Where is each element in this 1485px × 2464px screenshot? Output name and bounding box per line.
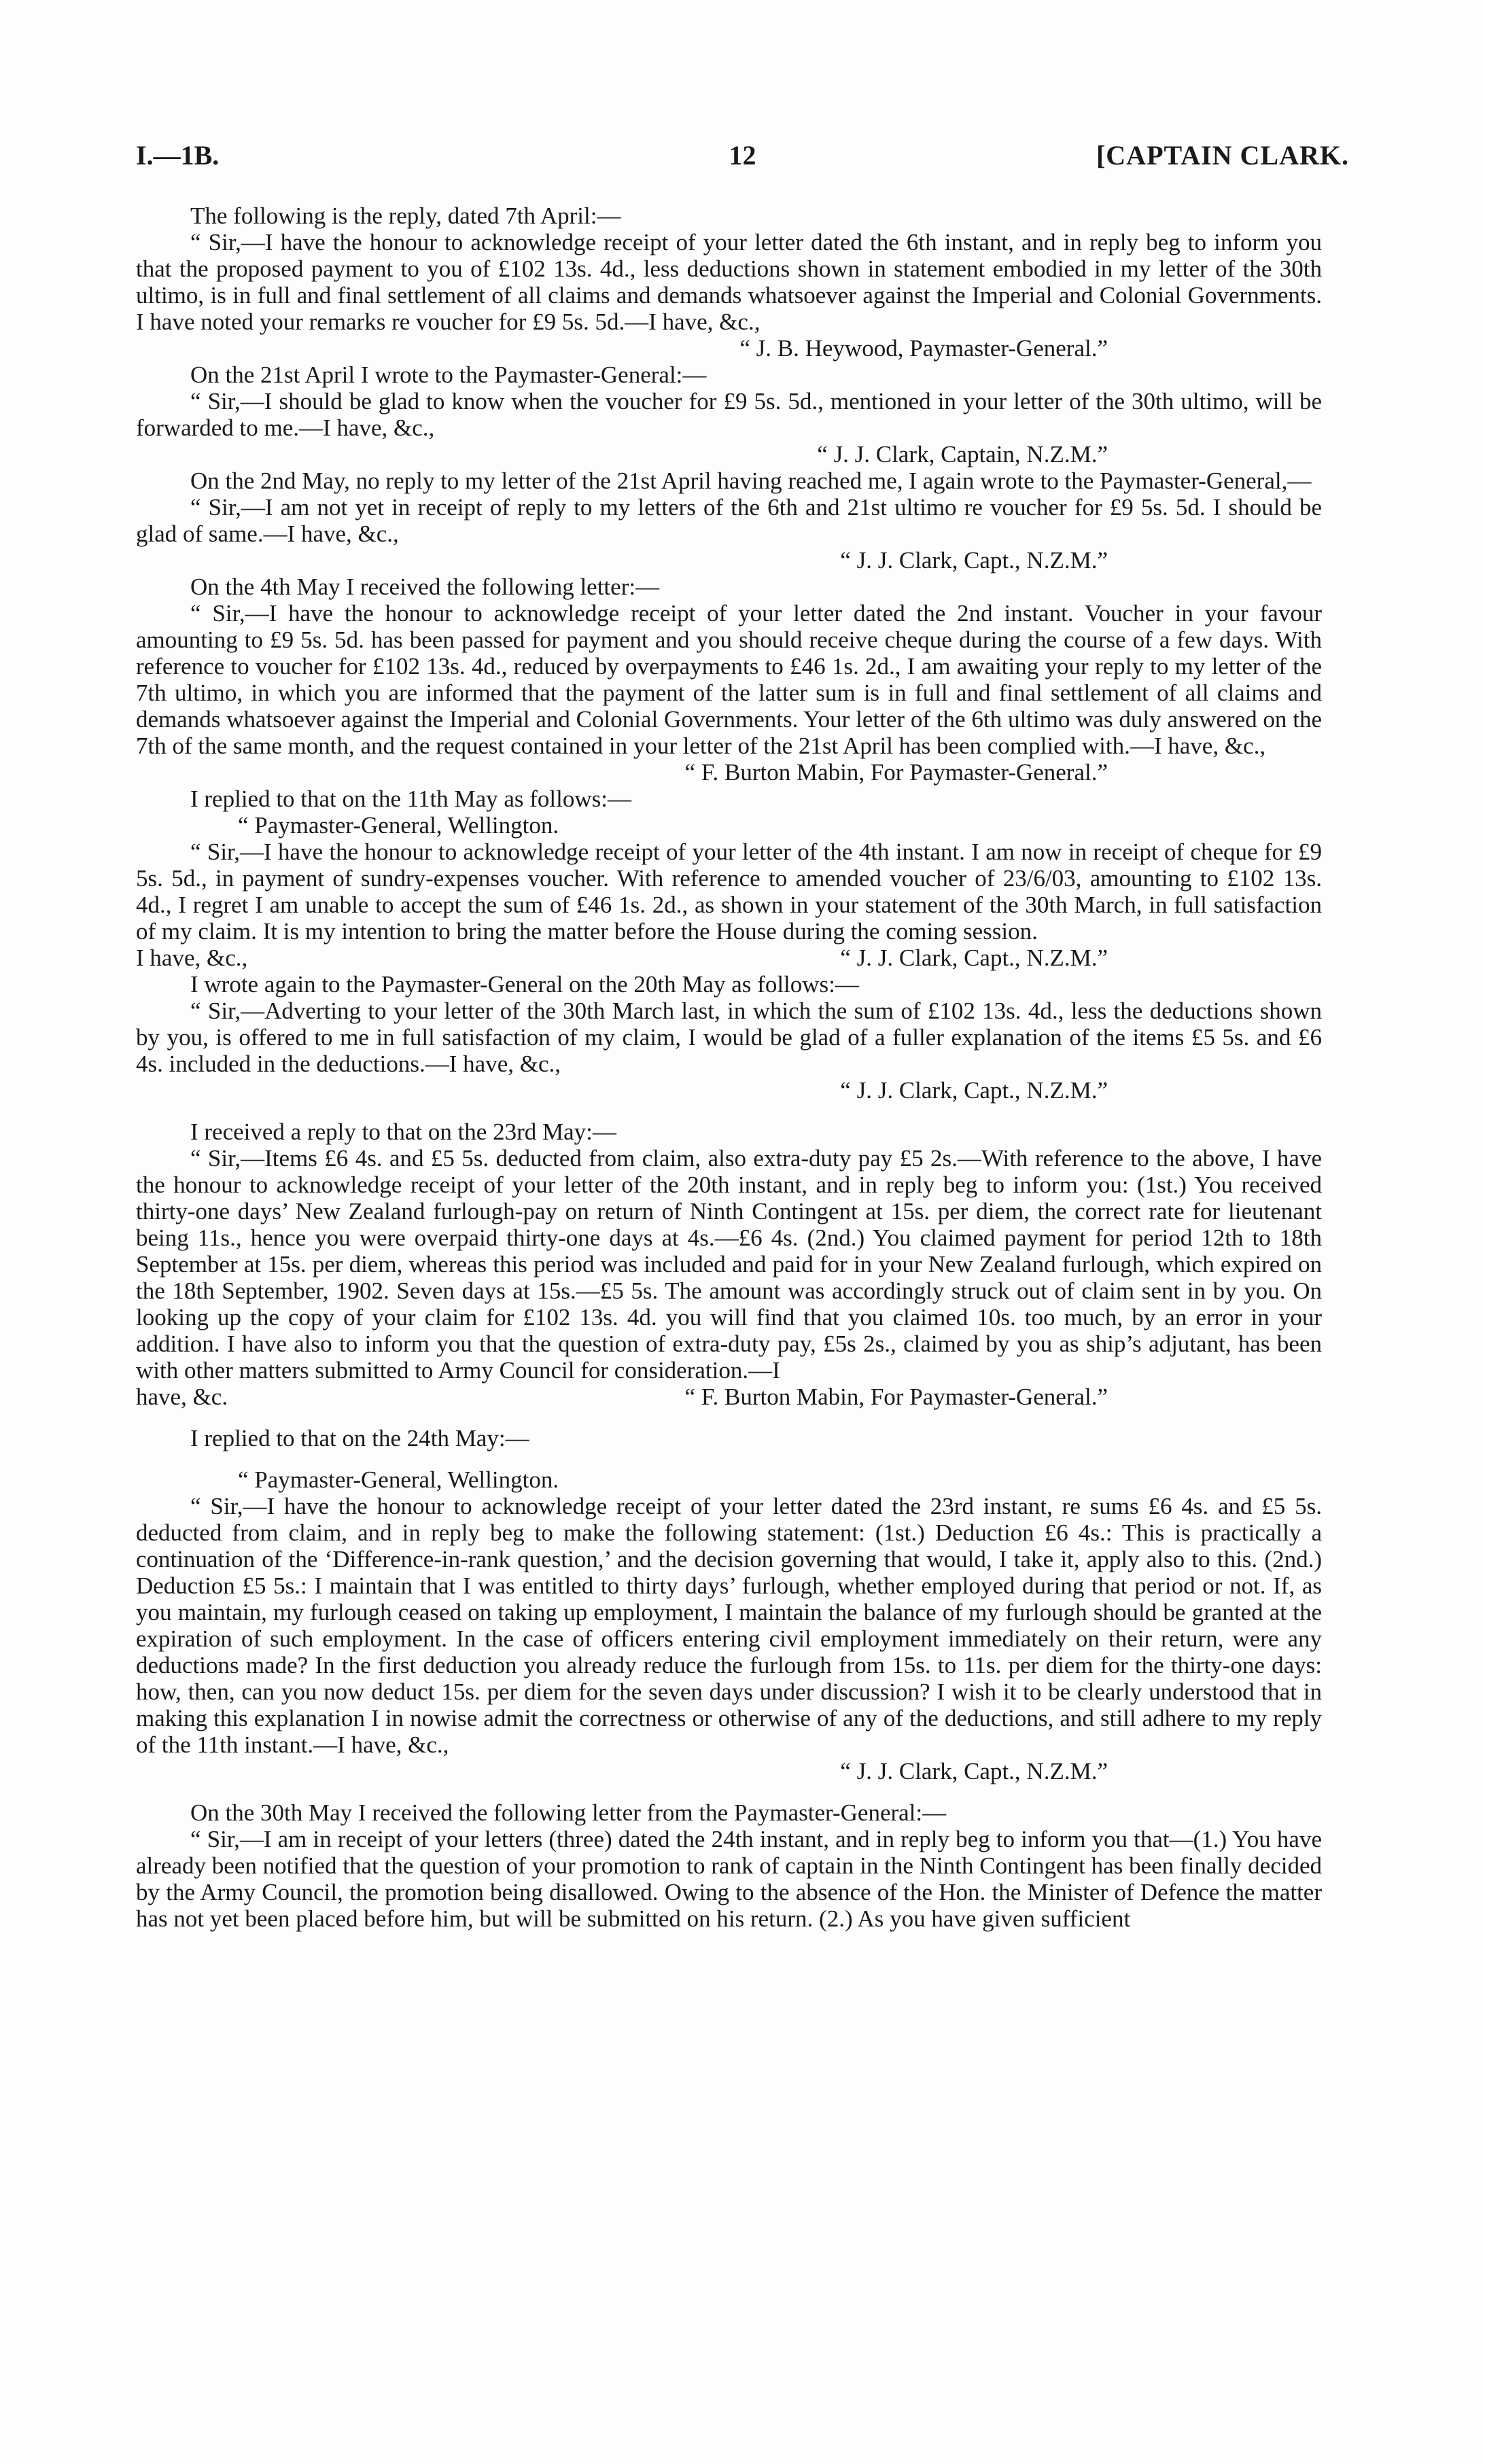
paragraph: On the 4th May I received the following letter:— bbox=[190, 574, 660, 600]
signature: “ J. J. Clark, Capt., N.Z.M.” bbox=[840, 945, 1108, 971]
address-line: “ Paymaster-General, Wellington. bbox=[238, 1466, 559, 1493]
signature: “ J. J. Clark, Capt., N.Z.M.” bbox=[840, 1077, 1108, 1104]
paragraph: “ Sir,—I have the honour to acknowledge receipt of your letter of the 4th instant. I am now in receipt of cheque for £9 5s. 5d., in payment of sundry-expenses voucher. With reference to amended voucher of 23/6/03, amounting to £102 13s. 4d., I regret I am unable to accept the sum of £46 1s. 2d., as shown in your statement of the 30th March, in full satisfaction of my claim. It is my intention to bring the matter before the House during the coming session. bbox=[136, 839, 1322, 945]
paragraph: “ Sir,—I have the honour to acknowledge receipt of your letter dated the 23rd instant, re sums £6 4s. and £5 5s. deducted from claim, and in reply beg to make the following statement: (1st.) Deduction £6 4s.: This is practically a continuation of the ‘Difference-in-rank question,’ and the decision governing that would, I take it, apply also to this. (2nd.) Deduction £5 5s.: I maintain that I was entitled to thirty days’ furlough, whether employed during that period or not. If, as you maintain, my furlough ceased on taking up employment, I maintain the balance of my furlough should be granted at the expiration of such employment. In the case of officers entering civil employment immediately on their return, were any deductions made? In the first deduction you already reduce the furlough from 15s. to 11s. per diem for the thirty-one days: how, then, can you now deduct 15s. per diem for the seven days under discussion? I wish it to be clearly understood that in making this explanation I in nowise admit the correctness or otherwise of any of the deductions, and still adhere to my reply of the 11th instant.—I have, &c., bbox=[136, 1493, 1322, 1758]
paragraph: “ Sir,—I am in receipt of your letters (three) dated the 24th instant, and in reply beg to inform you that—(1.) You have already been notified that the question of your promotion to rank of captain in the Ninth Contingent has been finally decided by the Army Council, the promotion being disallowed. Owing to the absence of the Hon. the Minister of Defence the matter has not yet been placed before him, but will be submitted on his return. (2.) As you have given sufficient bbox=[136, 1826, 1322, 1932]
signature: “ J. J. Clark, Capt., N.Z.M.” bbox=[840, 1758, 1108, 1784]
paragraph: “ Sir,—I am not yet in receipt of reply to my letters of the 6th and 21st ultimo re voucher for £9 5s. 5d. I should be glad of same.—I have, &c., bbox=[136, 494, 1322, 547]
paragraph: On the 21st April I wrote to the Paymaster-General:— bbox=[190, 362, 707, 388]
paragraph: The following is the reply, dated 7th April:— bbox=[190, 203, 621, 229]
closing-phrase: have, &c. bbox=[136, 1384, 228, 1410]
paragraph: “ Sir,—I have the honour to acknowledge receipt of your letter dated the 2nd instant. Voucher in your favour amounting to £9 5s. 5d. has been passed for payment and you should receive cheque during the course of a few days. With reference to voucher for £102 13s. 4d., reduced by overpayments to £46 1s. 2d., I am awaiting your reply to my letter of the 7th ultimo, in which you are informed that the payment of the latter sum is in full and final settlement of all claims and demands whatsoever against the Imperial and Colonial Governments. Your letter of the 6th ultimo was duly answered on the 7th of the same month, and the request contained in your letter of the 21st April has been complied with.—I have, &c., bbox=[136, 600, 1322, 759]
paragraph: I replied to that on the 11th May as follows:— bbox=[190, 786, 632, 812]
address-line: “ Paymaster-General, Wellington. bbox=[238, 812, 559, 839]
signature: “ F. Burton Mabin, For Paymaster-General.” bbox=[684, 1384, 1108, 1410]
paragraph: On the 2nd May, no reply to my letter of the 21st April having reached me, I again wrote to the Paymaster-General,— bbox=[190, 468, 1312, 494]
paragraph: “ Sir,—Items £6 4s. and £5 5s. deducted from claim, also extra-duty pay £5 2s.—With reference to the above, I have the honour to acknowledge receipt of your letter of the 20th instant, and in reply beg to inform you: (1st.) You received thirty-one days’ New Zealand furlough-pay on return of Ninth Contingent at 15s. per diem, the correct rate for lieutenant being 11s., hence you were overpaid thirty-one days at 4s.—£6 4s. (2nd.) You claimed payment for period 12th to 18th September at 15s. per diem, whereas this period was included and paid for in your New Zealand furlough, which expired on the 18th September, 1902. Seven days at 15s.—£5 5s. The amount was accordingly struck out of claim sent in by you. On looking up the copy of your claim for £102 13s. 4d. you will find that you claimed 10s. too much, by an error in your addition. I have also to inform you that the question of extra-duty pay, £5s 2s., claimed by you as ship’s adjutant, has been with other matters submitted to Army Council for consideration.—I bbox=[136, 1145, 1322, 1384]
closing-line bbox=[136, 1384, 1322, 1410]
paragraph: On the 30th May I received the following letter from the Paymaster-General:— bbox=[190, 1799, 947, 1826]
signature: “ J. J. Clark, Captain, N.Z.M.” bbox=[817, 441, 1108, 468]
paragraph: I wrote again to the Paymaster-General on the 20th May as follows:— bbox=[190, 971, 859, 998]
page-body bbox=[136, 203, 1322, 1932]
paragraph: “ Sir,—Adverting to your letter of the 30th March last, in which the sum of £102 13s. 4d., less the deductions shown by you, is offered to me in full satisfaction of my claim, I would be glad of a fuller explanation of the items £5 5s. and £6 4s. included in the deductions.—I have, &c., bbox=[136, 998, 1322, 1077]
paragraph: “ Sir,—I should be glad to know when the voucher for £9 5s. 5d., mentioned in your letter of the 30th ultimo, will be forwarded to me.—I have, &c., bbox=[136, 388, 1322, 441]
paragraph: I replied to that on the 24th May:— bbox=[190, 1425, 529, 1451]
closing-phrase: I have, &c., bbox=[136, 945, 248, 971]
header-document-code: I.—1B. bbox=[136, 140, 220, 171]
paragraph: “ Sir,—I have the honour to acknowledge receipt of your letter dated the 6th instant, and in reply beg to inform you that the proposed payment to you of £102 13s. 4d., less deductions shown in statement embodied in my letter of the 30th ultimo, is in full and final settlement of all claims and demands whatsoever against the Imperial and Colonial Governments. I have noted your remarks re voucher for £9 5s. 5d.—I have, &c., bbox=[136, 229, 1322, 335]
header-section-title: [CAPTAIN CLARK. bbox=[1096, 140, 1349, 171]
closing-line bbox=[136, 945, 1322, 971]
signature: “ F. Burton Mabin, For Paymaster-General.” bbox=[684, 759, 1108, 786]
page-number: 12 bbox=[729, 140, 756, 171]
paragraph: I received a reply to that on the 23rd May:— bbox=[190, 1119, 616, 1145]
page-header bbox=[136, 139, 1349, 180]
signature: “ J. B. Heywood, Paymaster-General.” bbox=[739, 335, 1108, 362]
signature: “ J. J. Clark, Capt., N.Z.M.” bbox=[840, 547, 1108, 574]
